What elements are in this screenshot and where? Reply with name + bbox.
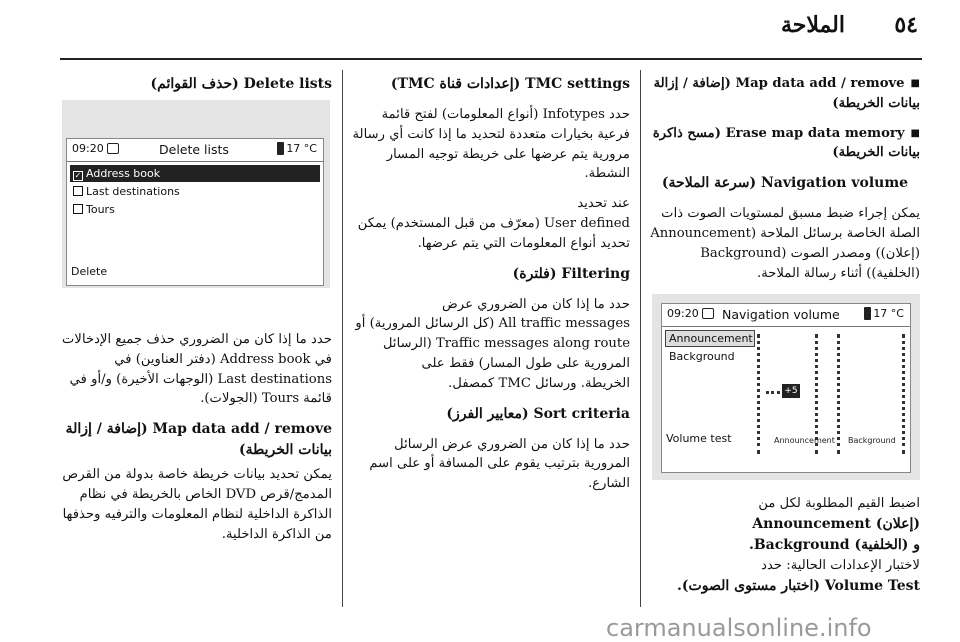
page-header xyxy=(0,0,960,60)
delete-lists-screen xyxy=(66,138,324,286)
column-divider-right xyxy=(640,70,641,607)
delete-lists-screenshot xyxy=(62,100,330,288)
temperature: 17 °C xyxy=(873,307,904,320)
last-destinations-label: Last destinations xyxy=(86,185,180,198)
tmc-text-1: حدد Infotypes (أنواع المعلومات) لفتح قائمة فرعية بخيارات متعددة لتحديد ما إذا كانت أي رسالة مرورية يتم عرضها على خريطة توجيه المسار النشطة. xyxy=(352,107,630,182)
tmc-text-3: User defined (معرّف من قبل المستخدم) يمكن تحديد أنواع المعلومات التي يتم عرضها. xyxy=(357,215,630,251)
status-bar xyxy=(662,304,910,327)
temperature: 17 °C xyxy=(286,142,317,155)
nav-after-1: اضبط القيم المطلوبة لكل من xyxy=(758,496,920,511)
filter-text-1: حدد ما إذا كان من الضروري عرض xyxy=(441,296,630,312)
nav-volume-screenshot xyxy=(652,294,920,480)
delete-button[interactable]: Delete xyxy=(71,265,108,278)
slider-track xyxy=(766,391,780,406)
sort-text: حدد ما إذا كان من الضروري عرض الرسائل المرورية بترتيب يقوم على المسافة أو على اسم الشارع. xyxy=(369,436,630,492)
column-divider-left xyxy=(342,70,343,607)
background-caption: Background xyxy=(848,436,896,445)
background-option[interactable]: Background xyxy=(665,348,755,365)
delete-text-1: حدد ما إذا كان من الضروري حذف جميع الإدخالات في Address book (دفتر العناوين) في xyxy=(62,332,332,367)
nav-volume-title: Navigation volume (سرعة الملاحة) xyxy=(661,175,909,192)
column-right xyxy=(650,74,920,293)
announcement-option[interactable]: Announcement xyxy=(665,330,755,347)
delete-text-3: قائمة Tours (الجولات). xyxy=(200,391,332,407)
nav-after-4: لاختبار الإعدادات الحالية: حدد xyxy=(761,557,920,573)
map-data-title: Map data add / remove (إضافة / إزالة بيانات الخريطة) xyxy=(65,421,332,459)
tmc-title: TMC settings (إعدادات قناة TMC) xyxy=(390,76,630,92)
bullet-map-data: ■ Map data add / remove (إضافة / إزالة بيانات الخريطة) xyxy=(650,74,920,114)
screen-title: Navigation volume xyxy=(722,307,840,322)
filtering-title: Filtering (فلترة) xyxy=(512,265,630,282)
filter-text-2: All traffic messages (كل الرسائل المرورية) أو xyxy=(355,316,630,332)
phone-icon xyxy=(277,142,284,155)
filter-text-3: Traffic messages along route (الرسائل المرورية على طول المسار) فقط على xyxy=(382,336,630,371)
checkbox-checked-icon: ✓ xyxy=(74,171,82,180)
announcement-scale-left xyxy=(757,334,763,454)
back-icon[interactable] xyxy=(107,143,119,154)
address-book-label: Address book xyxy=(86,167,161,180)
checkbox-icon xyxy=(73,186,83,196)
column-right-lower xyxy=(650,494,920,597)
phone-icon xyxy=(864,307,871,320)
column-middle xyxy=(350,74,630,504)
delete-text-2: Last destinations (الوجهات الأخيرة) و/أو في xyxy=(69,371,332,387)
section-title: الملاحة xyxy=(780,12,845,38)
clock: 09:20 xyxy=(667,307,699,320)
tmc-text-2: عند تحديد xyxy=(577,196,630,212)
map-data-text: يمكن تحديد بيانات خريطة خاصة بدولة من القرص المدمج/قرص DVD الخاص بالخريطة في نظام الذاكرة الداخلية لنظام المعلومات والترفيه وحذفها من الذاكرة الداخلية. xyxy=(62,467,332,542)
checkbox-icon xyxy=(73,204,83,214)
tours-label: Tours xyxy=(86,203,115,216)
announcement-slider-knob[interactable]: +5 xyxy=(782,384,800,398)
delete-lists-title: Delete lists (حذف القوائم) xyxy=(150,76,332,92)
header-rule xyxy=(60,58,922,60)
page-number: ٥٤ xyxy=(894,12,918,38)
filter-text-4: الخريطة. ورسائل TMC كمصفل. xyxy=(448,375,630,391)
volume-test-button[interactable]: Volume test xyxy=(666,432,732,445)
bullet-erase-map: ■ Erase map data memory (مسح ذاكرة بيانات الخريطة) xyxy=(650,124,920,164)
column-left-lower xyxy=(60,330,332,554)
announcement-caption: Announcement xyxy=(774,436,835,445)
background-scale-right xyxy=(902,334,908,454)
address-book-row[interactable] xyxy=(70,165,320,182)
back-icon[interactable] xyxy=(702,308,714,319)
last-destinations-row[interactable] xyxy=(70,183,320,200)
watermark: carmanualsonline.info xyxy=(606,614,872,642)
nav-after-2: (إعلان) Announcement xyxy=(752,515,920,532)
nav-volume-screen xyxy=(661,303,911,473)
status-bar xyxy=(67,139,323,162)
tours-row[interactable] xyxy=(70,201,320,218)
nav-after-3: و (الخلفية) Background. xyxy=(748,536,920,553)
background-scale-left xyxy=(837,334,843,454)
nav-volume-text: يمكن إجراء ضبط مسبق لمستويات الصوت ذات الصلة الخاصة برسائل الملاحة (Announcement (إعلان)) ومصدر الصوت (Background (الخلفية)) أثناء رسالة الملاحة. xyxy=(650,206,920,281)
clock: 09:20 xyxy=(72,142,104,155)
sort-title: Sort criteria (معايير الفرز) xyxy=(446,405,630,422)
nav-after-5: Volume Test (اختبار مستوى الصوت). xyxy=(677,577,920,594)
screen-title: Delete lists xyxy=(159,142,229,157)
